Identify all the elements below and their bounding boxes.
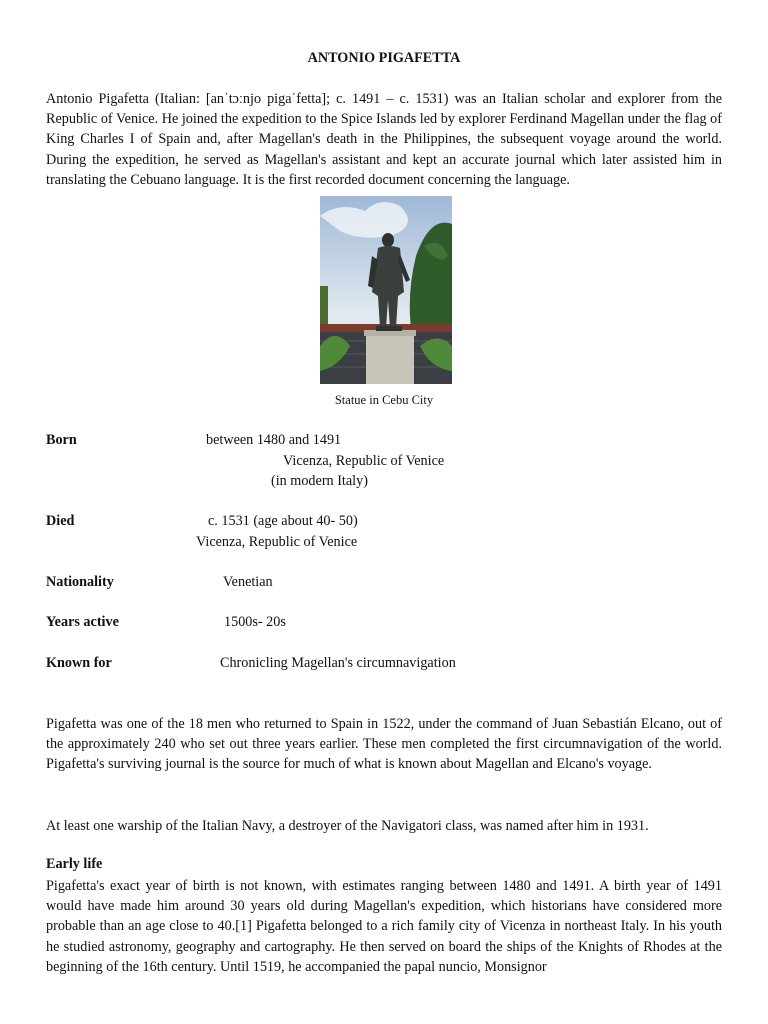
statue-photo-icon [320, 196, 452, 384]
years-active-label: Years active [46, 614, 119, 630]
died-place: Vicenza, Republic of Venice [196, 534, 358, 550]
born-place: Vicenza, Republic of Venice [283, 453, 445, 469]
page-title: ANTONIO PIGAFETTA [307, 50, 461, 66]
photo-caption: Statue in Cebu City [334, 393, 434, 407]
warship-paragraph: At least one warship of the Italian Navy, a destroyer of the Navigatori class, was named after him in 1931. [46, 818, 649, 834]
years-active-value: 1500s- 20s [224, 614, 286, 630]
nationality-label: Nationality [46, 574, 114, 590]
born-label: Born [46, 432, 77, 448]
nationality-value: Venetian [223, 574, 273, 590]
early-life-heading: Early life [46, 856, 103, 872]
born-date: between 1480 and 1491 [206, 432, 342, 448]
died-label: Died [46, 513, 75, 529]
early-life-paragraph: Pigafetta's exact year of birth is not known, with estimates ranging between 1480 and 1491. A birth year of 1491 would have made him around 30 years old during Magellan's expedition, which historians have considered more probable than an age close to 40.[1] Pigafetta belonged to a rich family city of Vicenza in northeast Italy. In his youth he studied astronomy, geography and cartography. He then served on board the ships of the Knights of Rhodes at the beginning of the 16th century. Until 1519, he accompanied the papal nuncio, Monsignor [46, 878, 722, 975]
known-for-value: Chronicling Magellan's circumnavigation [220, 655, 456, 671]
statue-photo [320, 196, 452, 384]
known-for-label: Known for [46, 655, 112, 671]
intro-paragraph: Antonio Pigafetta (Italian: [anˈtɔːnjo pigaˈfetta]; c. 1491 – c. 1531) was an Italian scholar and explorer from the Republic of Venice. He joined the expedition to the Spice Islands led by explorer Ferdinand Magellan under the flag of King Charles I of Spain and, after Magellan's death in the Philippines, the subsequent voyage around the world. During the expedition, he served as Magellan's assistant and kept an accurate journal which later assisted him in translating the Cebuano language. It is the first recorded document concerning the language. [46, 91, 722, 188]
born-modern: (in modern Italy) [271, 473, 368, 489]
died-date: c. 1531 (age about 40- 50) [208, 513, 358, 529]
return-paragraph: Pigafetta was one of the 18 men who returned to Spain in 1522, under the command of Juan Sebastián Elcano, out of the approximately 240 who set out three years earlier. These men completed the first circumnavigation of the world. Pigafetta's surviving journal is the source for much of what is known about Magellan and Elcano's voyage. [46, 716, 722, 773]
